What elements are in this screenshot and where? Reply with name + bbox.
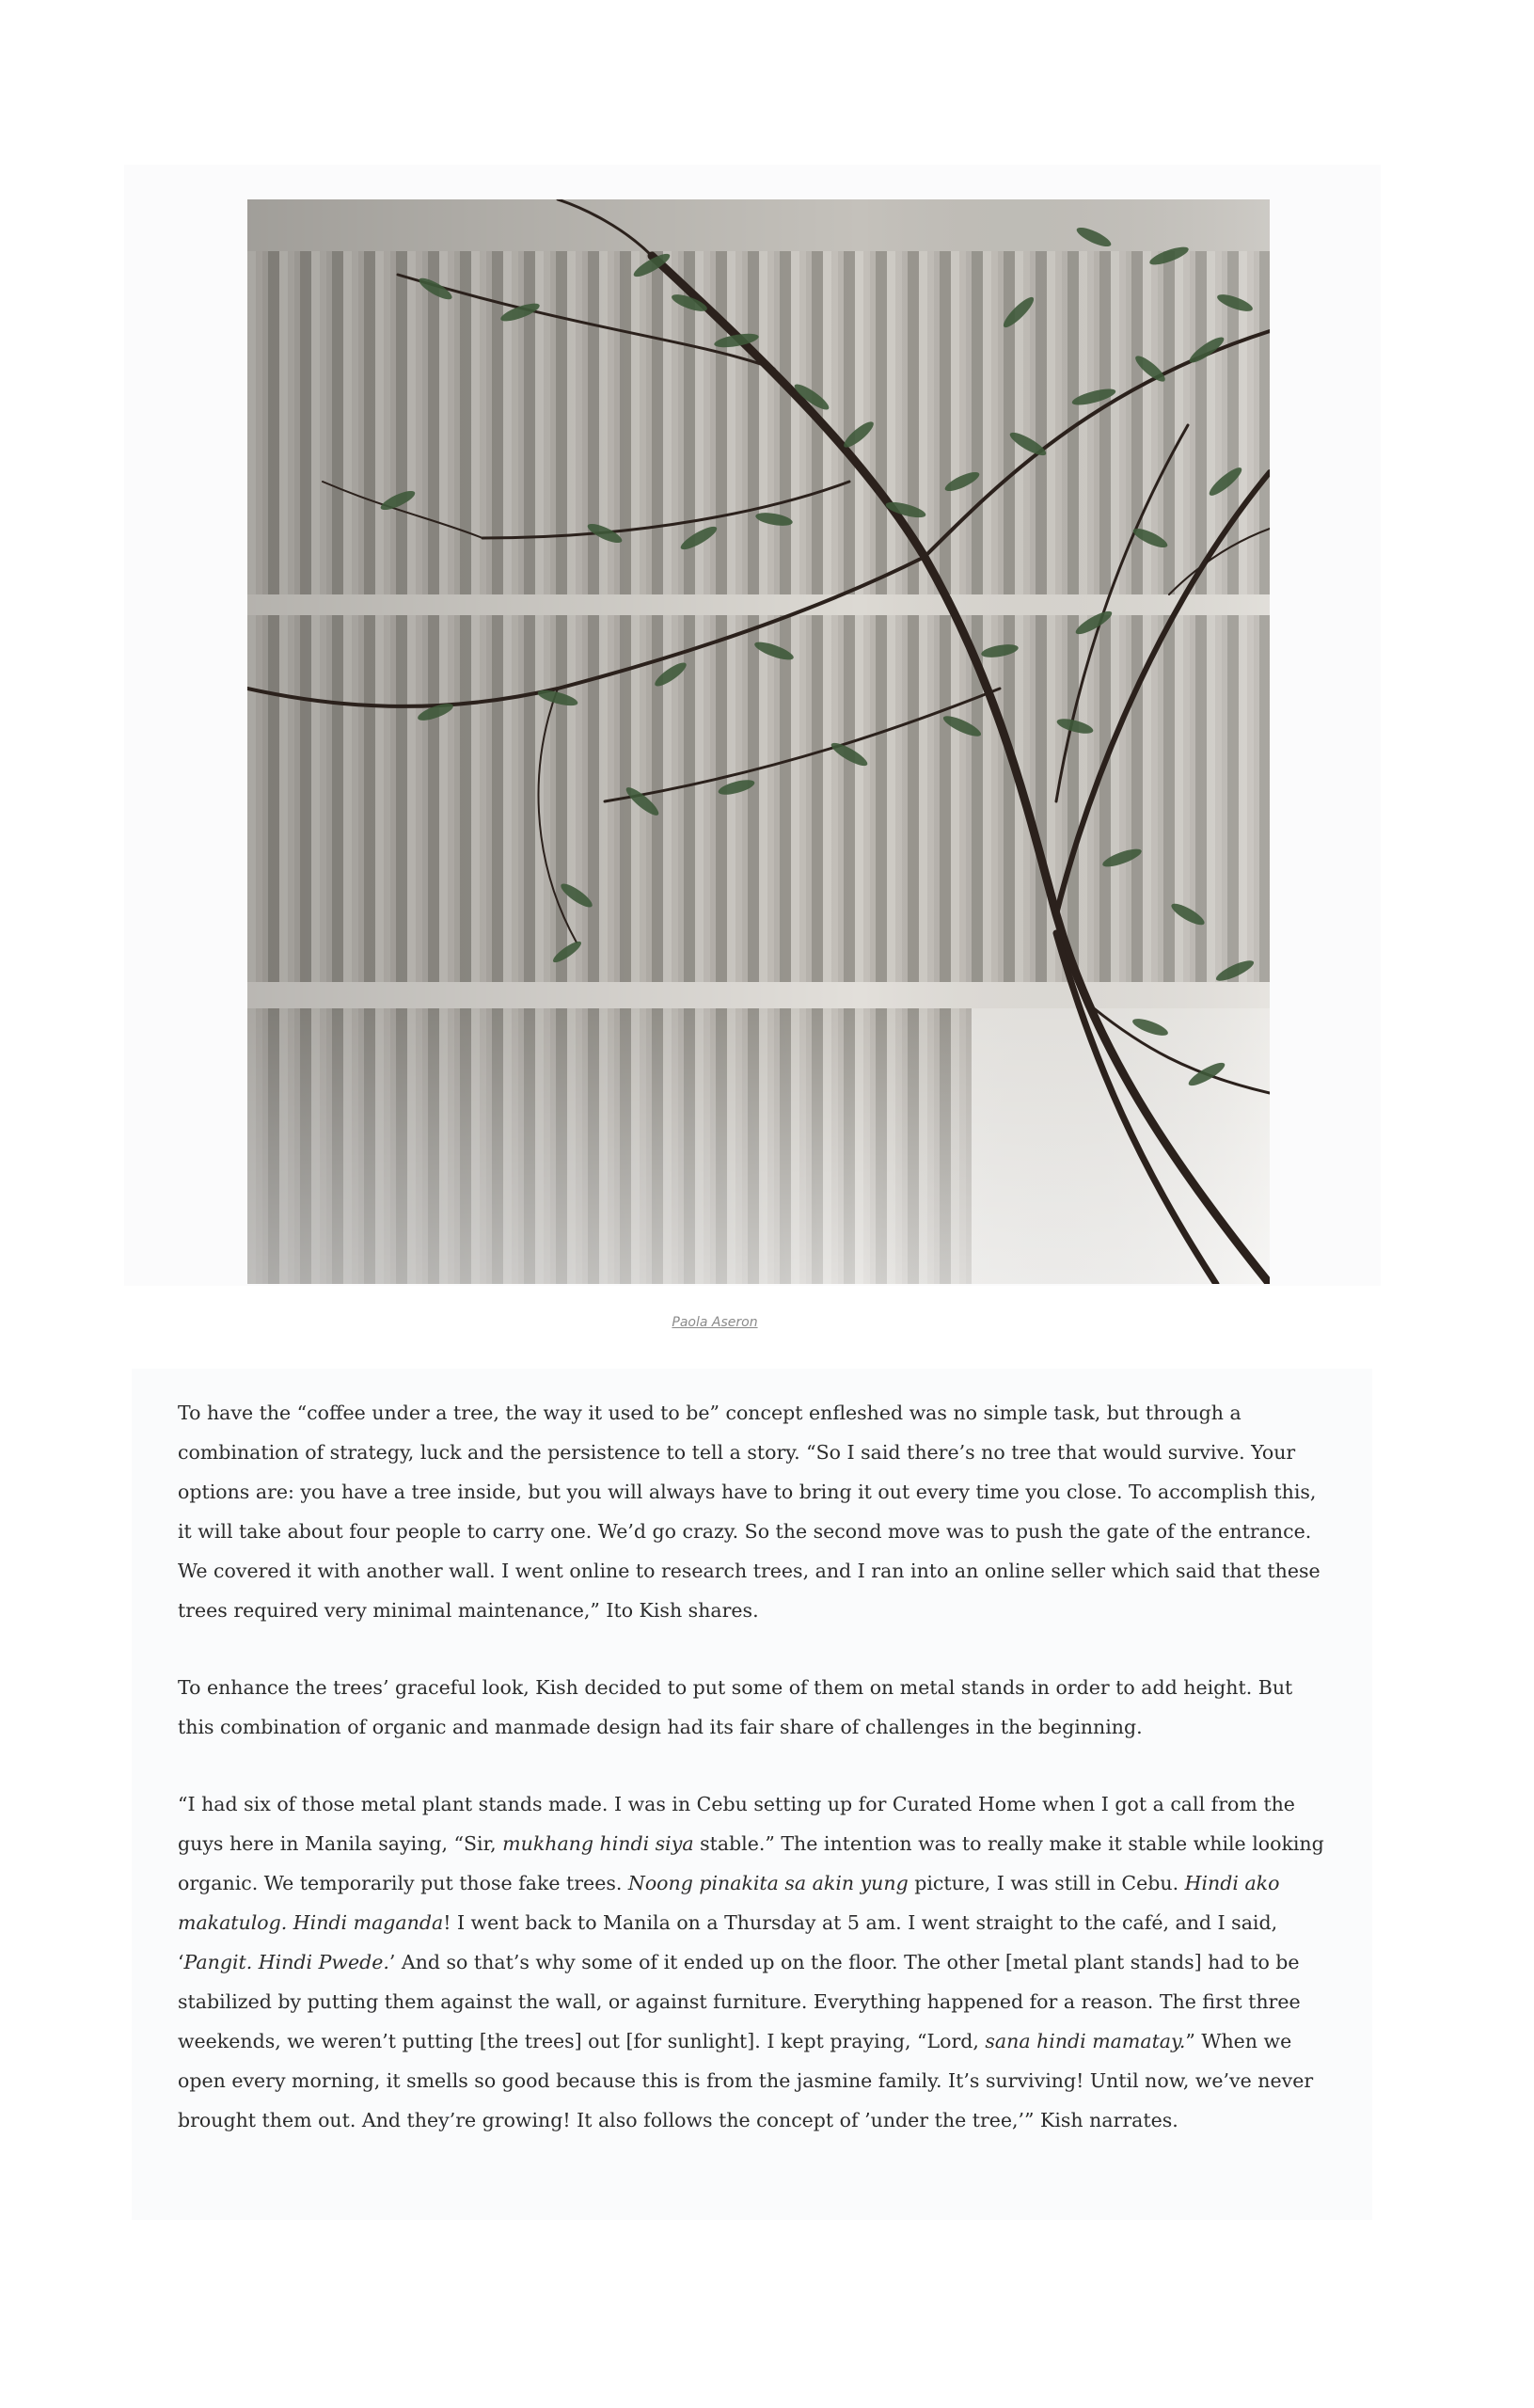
italic-phrase: Noong pinakita sa akin yung: [627, 1872, 909, 1894]
photo-credit[interactable]: Paola Aseron: [672, 1315, 758, 1330]
paragraph-kish-narrates: [178, 1784, 1325, 2140]
italic-phrase: mukhang hindi siya: [502, 1832, 694, 1855]
italic-phrase: sana hindi mamatay.: [985, 2030, 1186, 2052]
text-run: picture, I was still in Cebu.: [908, 1872, 1185, 1894]
italic-phrase: Pangit. Hindi Pwede.: [183, 1951, 389, 1973]
text-run: To have the “coffee under a tree, the way it used to be” concept enfleshed was no simple task, but through a combination of strategy, luck and the persistence to tell a story. “So I said there’s no tree that would survive. Your options are: you have a tree inside, but you will always have to bring it out every time you close. To accomplish this, it will take about four people to carry one. We’d go crazy. So the second move was to push the gate of the entrance. We covered it with another wall. I went online to research trees, and I ran into an online seller which said that these trees required very minimal maintenance,” Ito Kish shares.: [178, 1402, 1321, 1622]
text-run: ! I went back to Manila on a Thursday at 5 am. I went straight to the café, and I said, ‘: [178, 1911, 1278, 1973]
tree-photo-image: [247, 199, 1270, 1284]
text-run: “I had six of those metal plant stands made. I was in Cebu setting up for Curated Home when I got a call from the guys here in Manila saying, “Sir,: [178, 1793, 1295, 1855]
text-run: ” When we open every morning, it smells so good because this is from the jasmine family. It’s surviving! Until now, we’ve never brought them out. And they’re growing! It also follows the concept of ’under the tree,’” Kish narrates.: [178, 2030, 1314, 2131]
article-photo: [247, 199, 1270, 1284]
text-run: To enhance the trees’ graceful look, Kish decided to put some of them on metal stands in order to add height. But this combination of organic and manmade design had its fair share of challenges in the beginning.: [178, 1676, 1293, 1738]
paragraph-coffee-under-tree: [178, 1393, 1325, 1630]
article-body: [178, 1393, 1325, 2140]
text-run: stable.” The intention was to really make it stable while looking organic. We temporarily put those fake trees.: [178, 1832, 1324, 1894]
text-run: ’ And so that’s why some of it ended up on the floor. The other [metal plant stands] had to be stabilized by putting them against the wall, or against furniture. Everything happened for a reason. The first three weekends, we weren’t putting [the trees] out [for sunlight]. I kept praying, “Lord,: [178, 1951, 1301, 2052]
paragraph-metal-stands: [178, 1668, 1325, 1747]
italic-phrase: Hindi ako makatulog. Hindi maganda: [178, 1872, 1280, 1934]
